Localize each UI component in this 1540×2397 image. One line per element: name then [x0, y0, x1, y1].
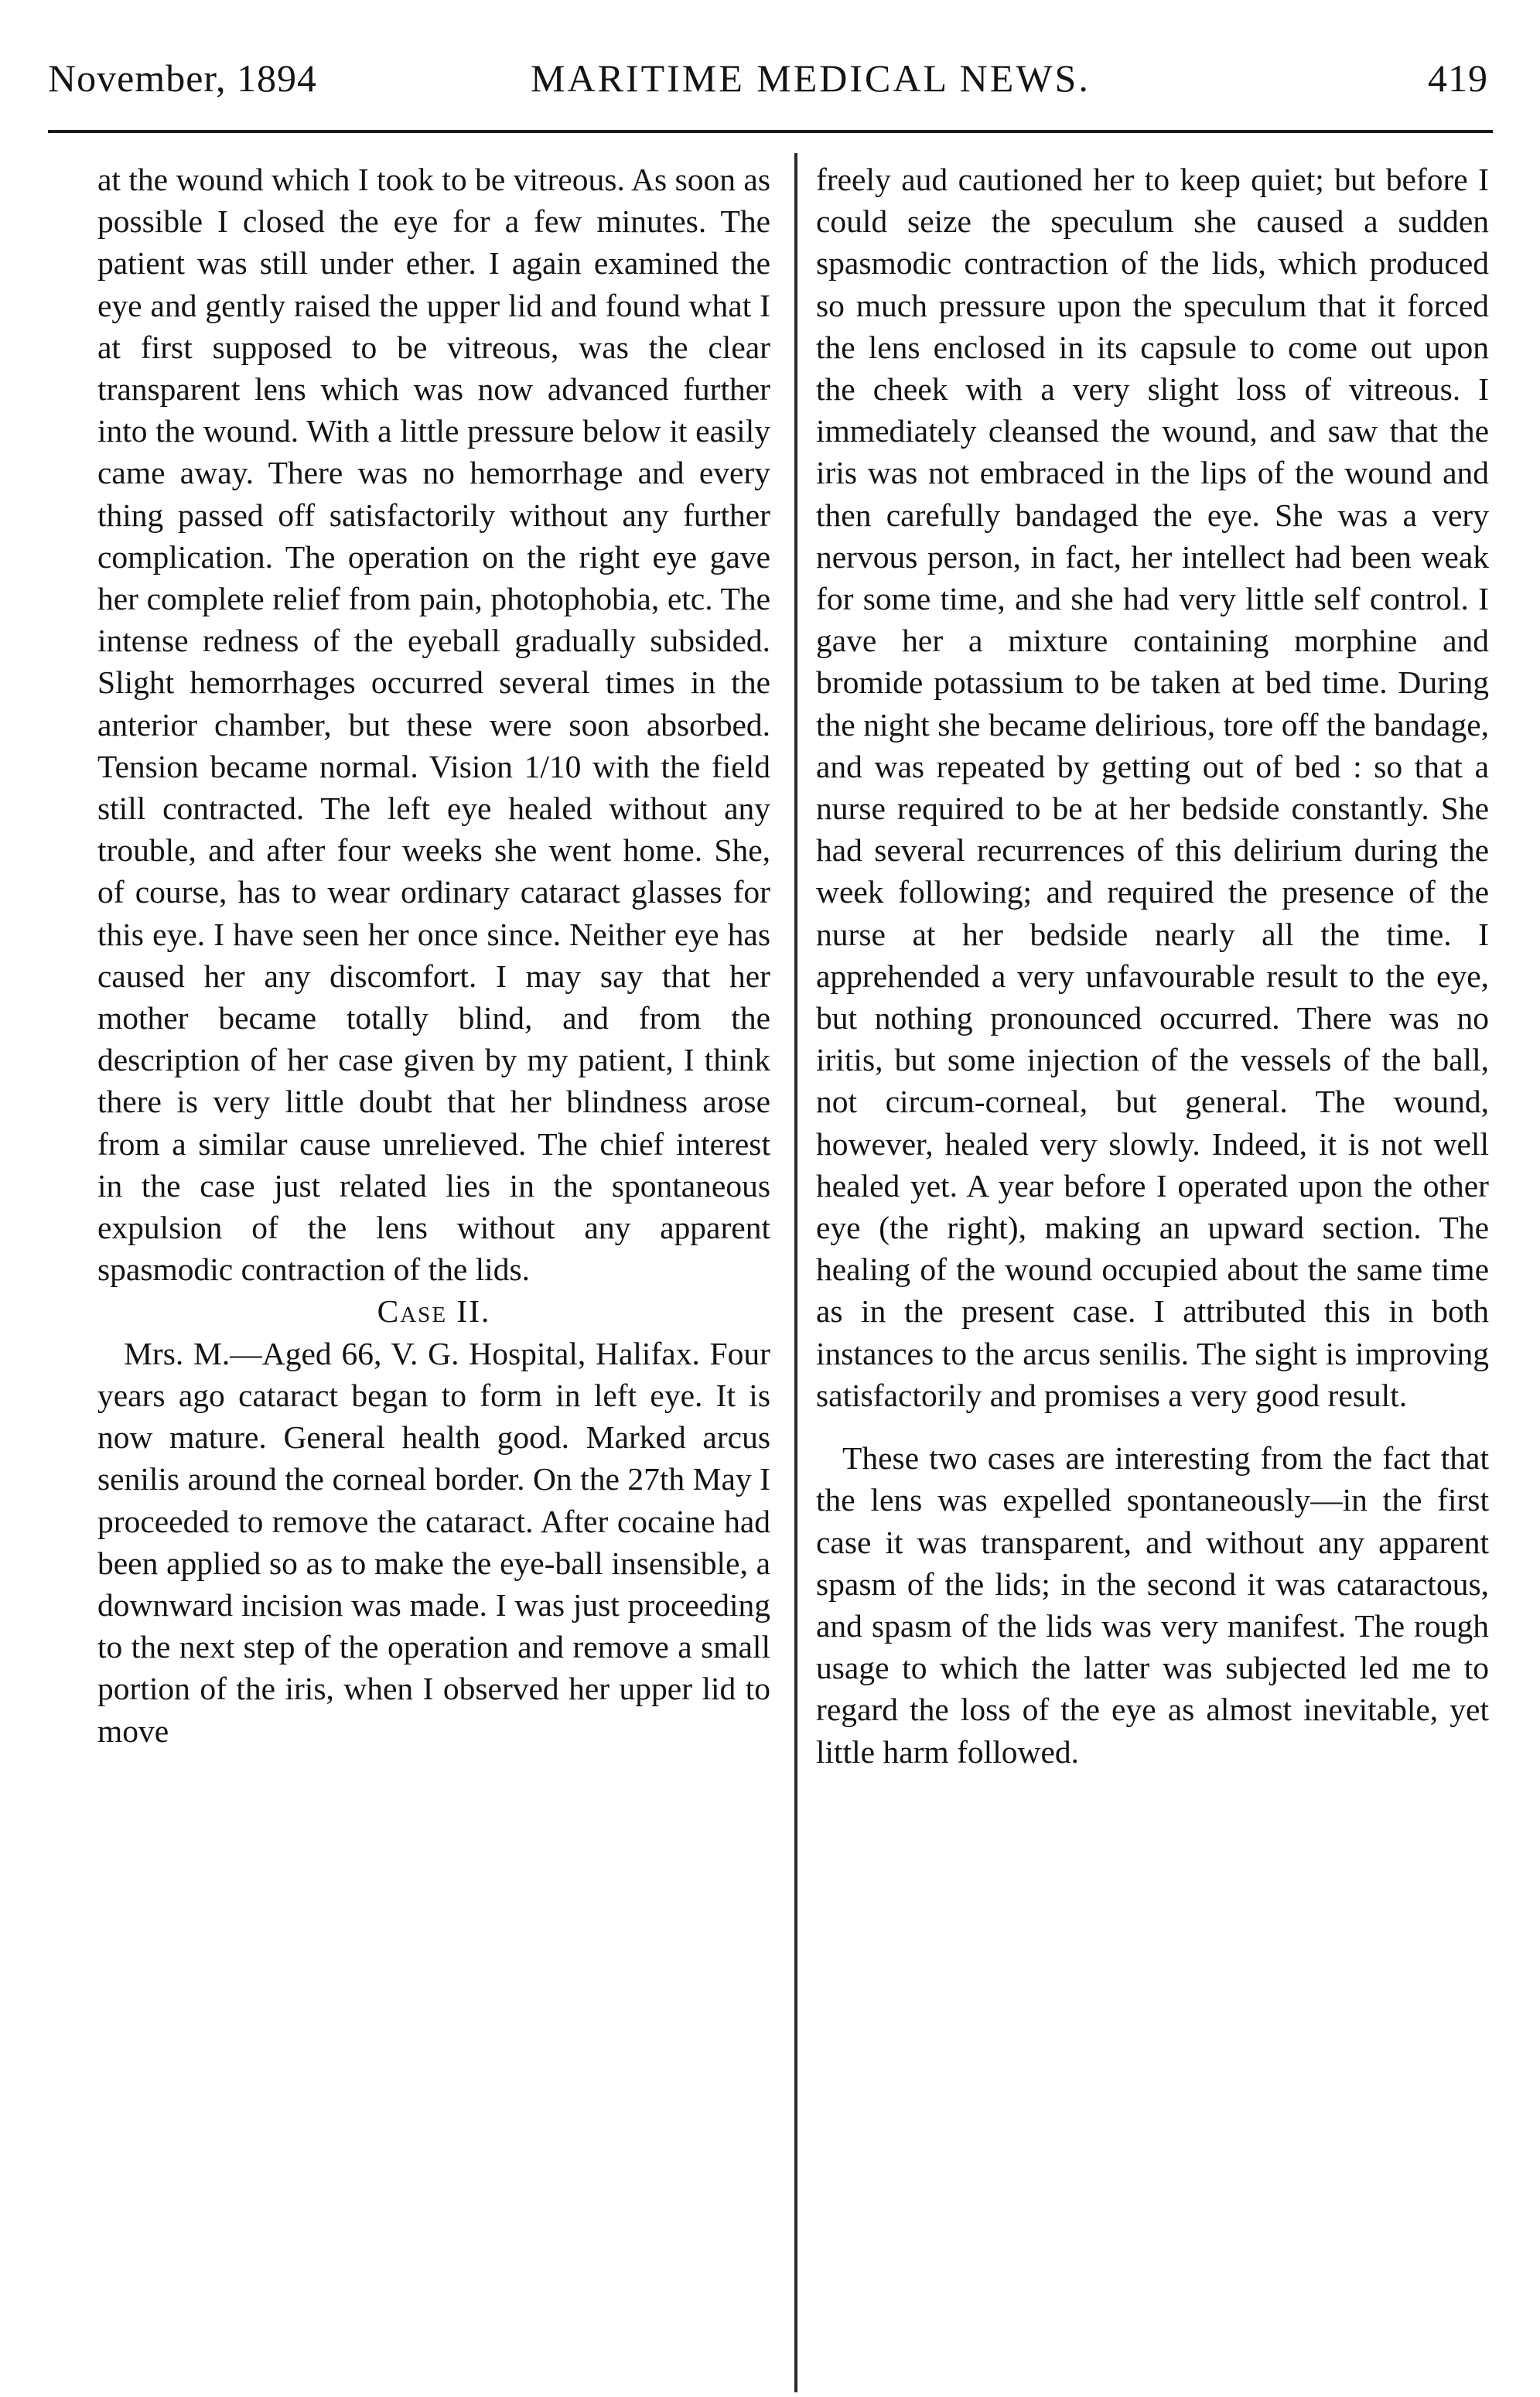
case-heading: Case II. [377, 1293, 491, 1330]
left-column [97, 159, 770, 1752]
header-rule [48, 130, 1493, 133]
running-head [48, 51, 1491, 105]
right-column [816, 159, 1489, 1773]
left-paragraph-case-2: Mrs. M.—Aged 66, V. G. Hospital, Halifax. Four years ago cataract began to form in left eye. It is now mature. General health good. Marked arcus senilis around the corneal border. On the 27th May I proceeded to remove the cataract. After cocaine had been applied so as to make the eye-ball insensible, a downward incision was made. I was just proceeding to the next step of the operation and remove a small portion of the iris, when I observed her upper lid to move [97, 1335, 770, 1749]
column-divider [794, 153, 797, 2392]
right-paragraph-continued: freely aud cautioned her to keep quiet; but before I could seize the speculum she caused a sudden spasmodic contraction of the lids, which produced so much pressure upon the speculum that it forced the lens enclosed in its capsule to come out upon the cheek with a very slight loss of vitreous. I immediately cleansed the wound, and saw that the iris was not embraced in the lips of the wound and then carefully bandaged the eye. She was a very nervous person, in fact, her intellect had been weak for some time, and she had very little self control. I gave her a mixture containing morphine and bromide potassium to be taken at bed time. During the night she became delirious, tore off the bandage, and was repeated by getting out of bed : so that a nurse required to be at her bedside constantly. She had several recurrences of this delirium during the week following; and required the presence of the nurse at her bedside nearly all the time. I apprehended a very unfavourable result to the eye, but nothing pronounced occurred. There was no iritis, but some injection of the vessels of the ball, not circum-corneal, but general. The wound, however, healed very slowly. Indeed, it is not well healed yet. A year before I operated upon the other eye (the right), making an upward section. The healing of the wound occupied about the same time as in the present case. I attributed this in both instances to the arcus senilis. The sight is improving satisfactorily and promises a very good result. [816, 162, 1489, 1413]
journal-title: MARITIME MEDICAL NEWS. [531, 56, 1091, 100]
page-number: 419 [1428, 56, 1488, 100]
right-paragraph-conclusion: These two cases are interesting from the fact that the lens was expelled spontaneously—in the first case it was transparent, and without any apparent spasm of the lids; in the second it was cataractous, and spasm of the lids was very manifest. The rough usage to which the latter was subjected led me to regard the loss of the eye as almost inevitable, yet little harm followed. [816, 1440, 1489, 1770]
left-paragraph-continued: at the wound which I took to be vitreous. As soon as possible I closed the eye for a few minutes. The patient was still under ether. I again examined the eye and gently raised the upper lid and found what I at first supposed to be vitreous, was the clear transparent lens which was now advanced further into the wound. With a little pressure below it easily came away. There was no hemorrhage and every thing passed off satisfactorily without any further complication. The operation on the right eye gave her complete relief from pain, photophobia, etc. The intense redness of the eyeball gradually subsided. Slight hemorrhages occurred several times in the anterior chamber, but these were soon absorbed. Tension became normal. Vision 1/10 with the field still contracted. The left eye healed without any trouble, and after four weeks she went home. She, of course, has to wear ordinary cataract glasses for this eye. I have seen her once since. Neither eye has caused her any discomfort. I may say that her mother became totally blind, and from the description of her case given by my patient, I think there is very little doubt that her blindness arose from a similar cause unrelieved. The chief interest in the case just related lies in the spontaneous expulsion of the lens without any apparent spasmodic contraction of the lids. [97, 162, 770, 1288]
issue-date: November, 1894 [48, 56, 318, 100]
